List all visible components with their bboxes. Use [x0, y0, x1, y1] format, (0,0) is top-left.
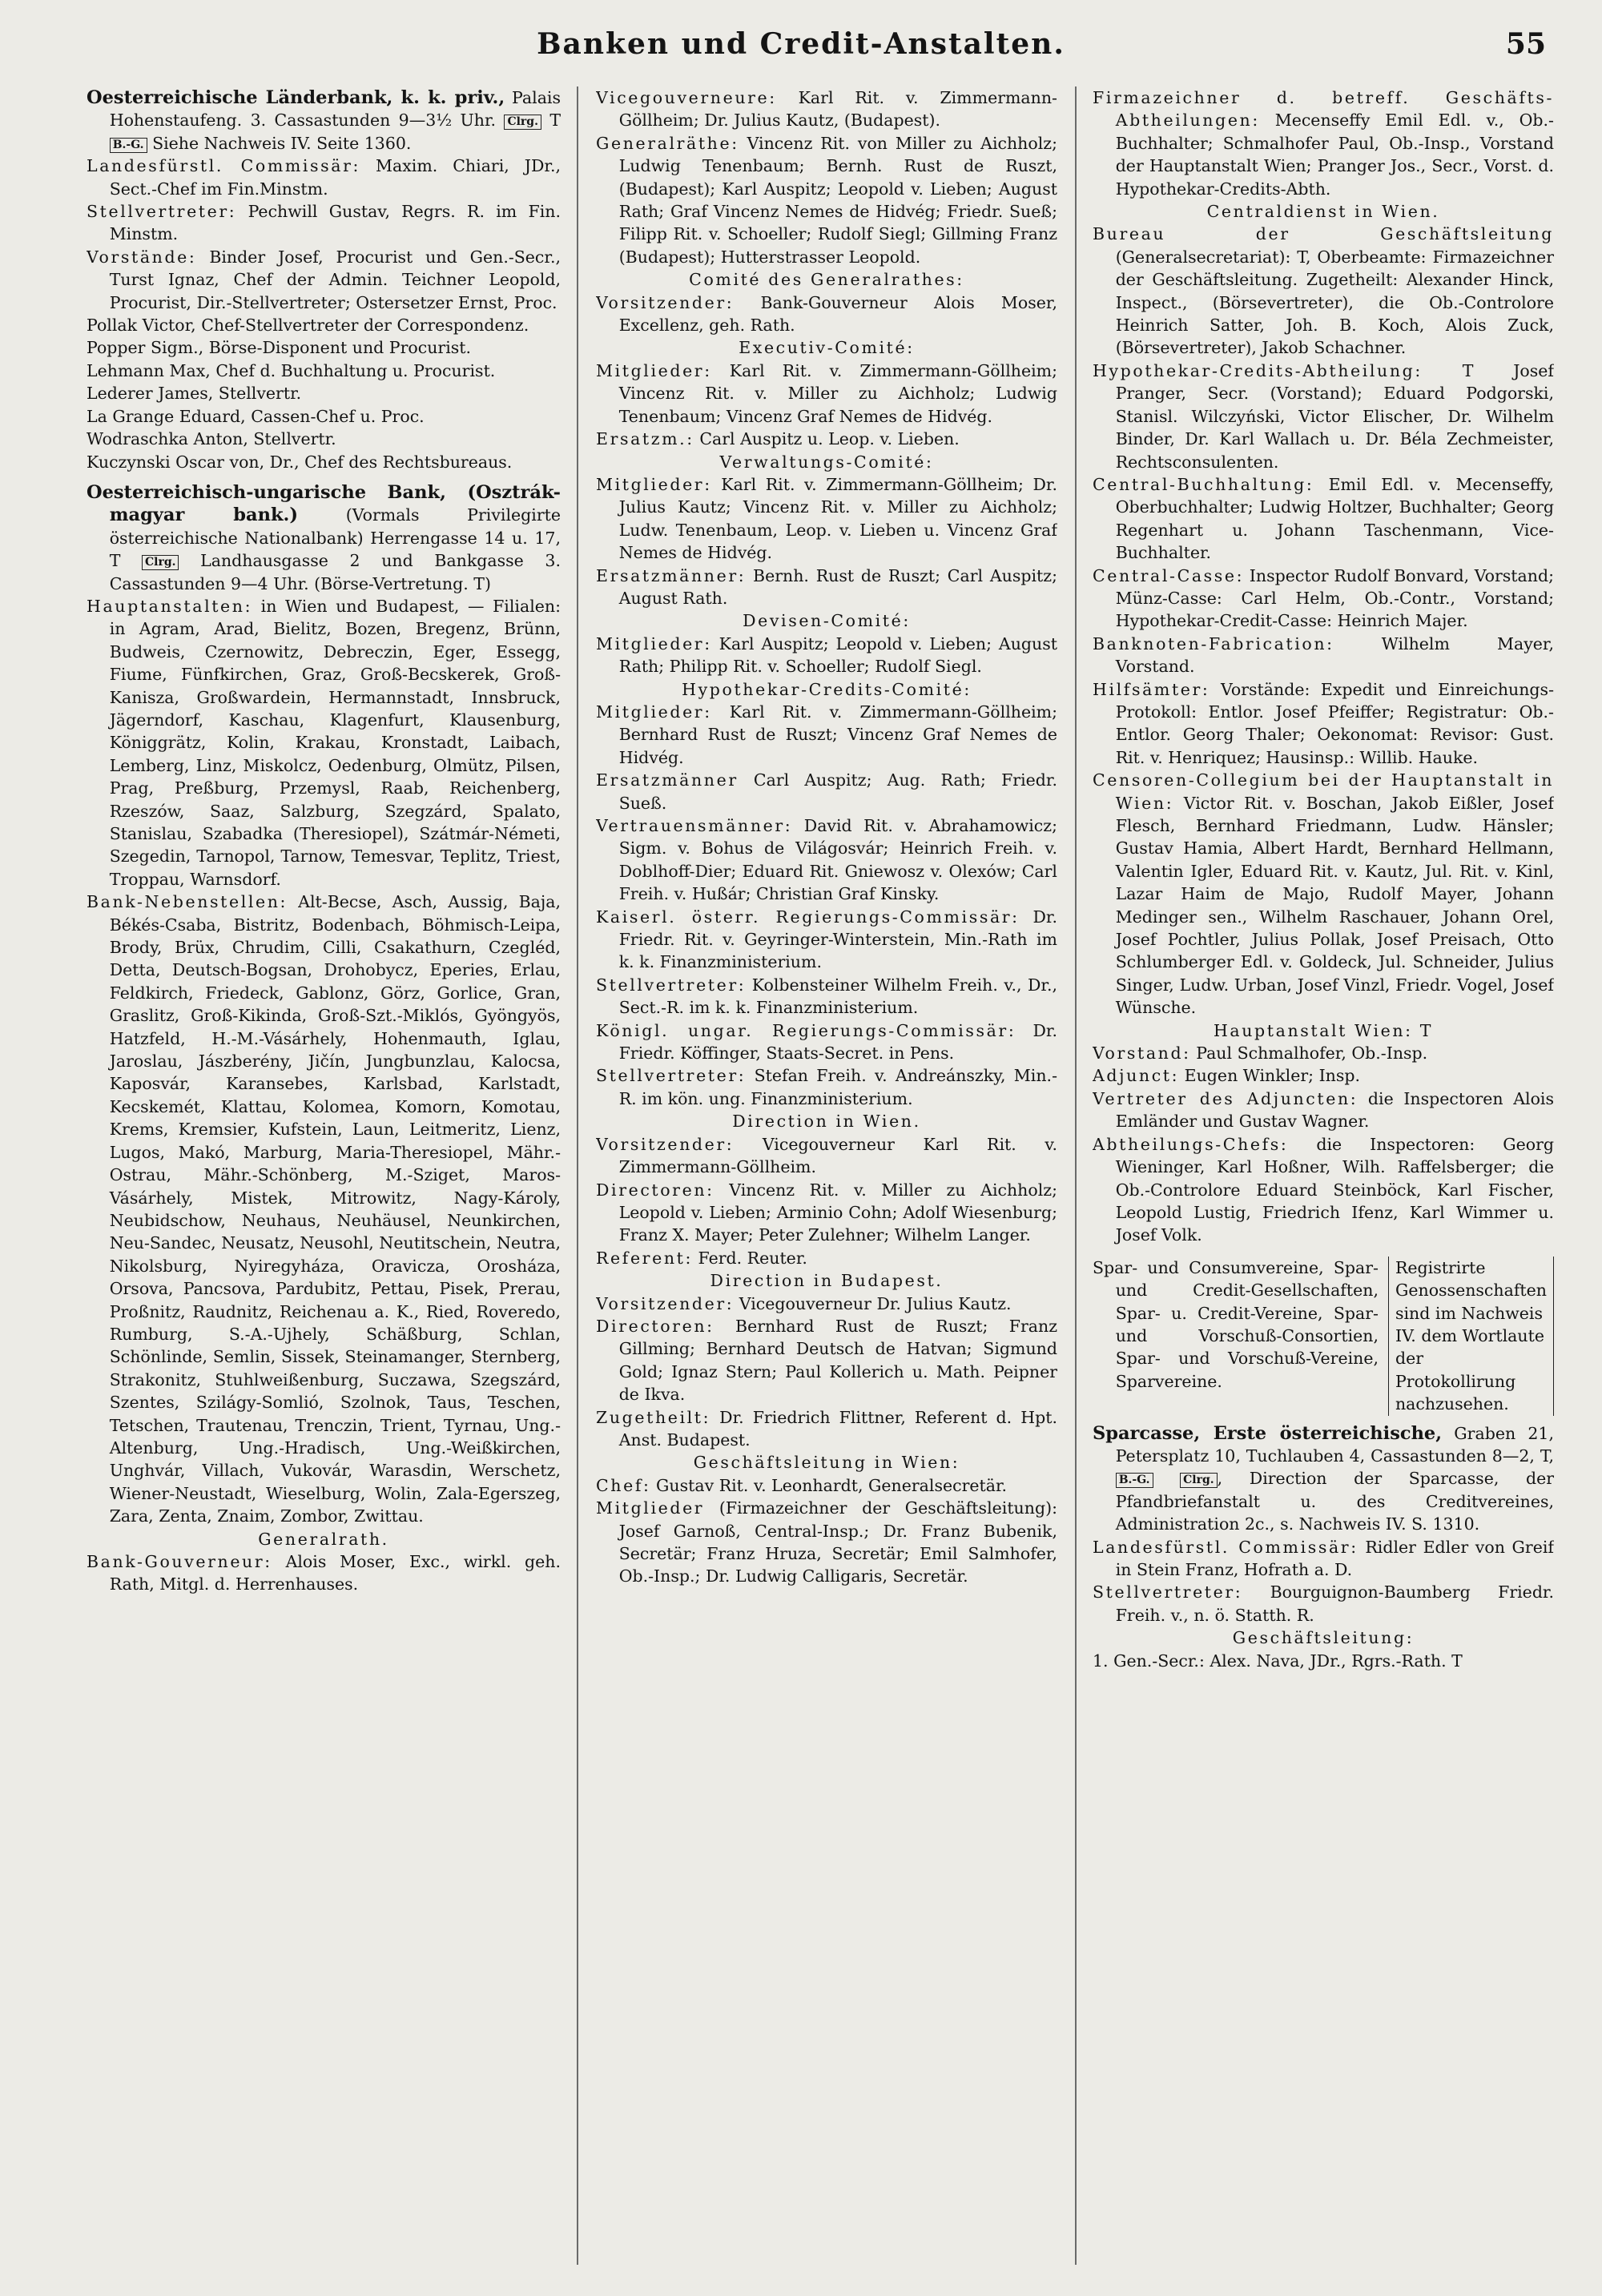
list-item [596, 633, 1057, 678]
item-label: Kaiserl. österr. Regierungs-Commissär: [596, 907, 1020, 927]
list-item [596, 1019, 1057, 1065]
page-number: 55 [1505, 27, 1546, 61]
list-item [87, 246, 561, 314]
list-item [596, 814, 1057, 906]
list-item [1093, 360, 1554, 473]
item-text: Pechwill Gustav, Regrs. R. im Fin. Minstm. [109, 202, 561, 244]
list-item [596, 86, 1057, 132]
section-heading: Direction in Wien. [732, 1112, 921, 1132]
list-item [1093, 678, 1554, 770]
list-item [1093, 769, 1554, 1019]
list-item [596, 1406, 1057, 1452]
item-label: Zugetheilt: [596, 1407, 711, 1427]
item-label: Ersatzm.: [596, 429, 694, 449]
item-text: Karl Auspitz; Leopold v. Lieben; August Rath; Philipp Rit. v. Schoeller; Rudolf Siegl. [618, 633, 1057, 677]
item-text: T Josef Pranger, Secr. (Vorstand); Eduard Podgorski, Stanisl. Wilczyński, Victor Elischer, Dr. Wilhelm Binder, Dr. Karl Wallach u. Dr. Béla Zechmeister, Rechtsconsulenten. [1115, 360, 1554, 472]
item-label: Stellvertreter: [596, 975, 747, 995]
item-text: David Rit. v. Abrahamowicz; Sigm. v. Bohus de Világosvár; Heinrich Freih. v. Doblhoff-Dier; Eduard Rit. Gniewosz v. Olexów; Carl Freih. v. Hußár; Christian Graf Kinsky. [618, 816, 1057, 904]
entry-sparcasse [1093, 1422, 1554, 1536]
item-label: Hauptanstalten: [87, 596, 253, 616]
item-text: Bourguignon-Baumberg Friedr. Freih. v., n. ö. Statth. R. [1115, 1582, 1554, 1625]
section-heading: Verwaltungs-Comité: [719, 452, 934, 472]
list-item [596, 360, 1057, 428]
item-label: Ersatzmänner [596, 770, 739, 790]
item-text: Vicegouverneur Karl Rit. v. Zimmermann-Göllheim. [618, 1134, 1057, 1177]
section-heading: Geschäftsleitung in Wien: [693, 1453, 960, 1473]
item-label: Generalräthe: [596, 133, 739, 153]
item-label: Mitglieder: [596, 360, 712, 380]
list-item [87, 891, 561, 1527]
list-item [596, 1133, 1057, 1179]
item-text: Inspector Rudolf Bonvard, Vorstand; Münz-Casse: Carl Helm, Ob.-Contr., Vorstand; Hypothekar-Credit-Casse: Heinrich Majer. [1115, 565, 1554, 631]
item-text: Dr. Friedr. Köffinger, Staats-Secret. in Pens. [618, 1020, 1057, 1064]
item-text: Maxim. Chiari, JDr., Sect.-Chef im Fin.Minstm. [109, 156, 561, 199]
section-heading: Direction in Budapest. [710, 1271, 944, 1291]
list-item: Wodraschka Anton, Stellvertr. [87, 429, 336, 449]
clearing-badge: Clrg. [142, 555, 179, 570]
item-label: Mitglieder [596, 1498, 705, 1518]
cross-reference-terms: Spar- und Consumvereine, Spar- und Credit-Gesellschaften, Spar- u. Credit-Vereine, Spar- und Vorschuß-Consortien, Spar- und Vorschuß-Vereine, Sparvereine. [1093, 1257, 1379, 1391]
clearing-badge: Clrg. [504, 115, 541, 130]
item-label: Mitglieder: [596, 702, 712, 722]
item-text: Carl Auspitz u. Leop. v. Lieben. [694, 429, 960, 449]
entry-text: Palais Hohenstaufeng. 3. Cassastunden 9—3½ Uhr. [109, 88, 561, 131]
item-label: Hypothekar-Credits-Abtheilung: [1093, 360, 1423, 380]
item-label: Vertrauensmänner: [596, 816, 793, 835]
item-label: Stellvertreter: [1093, 1582, 1243, 1602]
list-item [1093, 223, 1554, 359]
item-text: Dr. Friedr. Rit. v. Geyringer-Winterstein, Min.-Rath im k. k. Finanzministerium. [618, 907, 1057, 972]
list-item [596, 1497, 1057, 1588]
list-item [596, 906, 1057, 974]
item-text: Vincenz Rit. v. Miller zu Aichholz; Leopold v. Lieben; Arminio Cohn; Adolf Wiesenburg; Franz X. Mayer; Peter Zulehner; Wilhelm Langer. [618, 1180, 1057, 1245]
section-heading: Hypothekar-Credits-Comité: [682, 679, 972, 699]
item-label: Mitglieder: [596, 474, 712, 494]
list-item [596, 1293, 1057, 1315]
list-item [1093, 1581, 1554, 1627]
clearing-badge: Clrg. [1180, 1473, 1218, 1488]
list-item [596, 428, 1057, 450]
item-text: Vincenz Rit. von Miller zu Aichholz; Ludwig Tenenbaum; Bernh. Rust de Ruszt, (Budapest); Karl Auspitz; Leopold v. Lieben; August Rath; Graf Vincenz Nemes de Hidvég; Friedr. Sueß; Filipp Rit. v. Schoeller; Rudolf Siegl; Gillming Franz (Budapest); Hutterstrasser Leopold. [618, 133, 1057, 267]
item-label: Vicegouverneure: [596, 88, 777, 107]
item-text: Alt-Becse, Asch, Aussig, Baja, Békés-Csaba, Bistritz, Bodenbach, Böhmisch-Leipa, Brody, Brüx, Chrudim, Cilli, Csakathurn, Czegléd, Detta, Deutsch-Bogsan, Drohobycz, Eperies, Erlau, Feldkirch, Friedeck, Gablonz, Görz, Gorlice, Gran, Graslitz, Groß-Kikinda, Groß-Szt.-Miklós, Gyöngyös, Hatzfeld, H.-M.-Vásárhely, Hohenmauth, Iglau, Jaroslau, Jászberény, Jičín, Jungbunzlau, Kalocsa, Kaposvár, Karansebes, Karlsbad, Karlstadt, Kecskemét, Klattau, Kolomea, Komorn, Komotau, Krems, Kremsier, Kufstein, Laun, Leitmeritz, Lienz, Lugos, Makó, Marburg, Maria-Theresiopel, Mähr.-Ostrau, Mähr.-Schönberg, M.-Sziget, Maros-Vásárhely, Mistek, Mitrowitz, Nagy-Károly, Neubidschow, Neuhaus, Neuhäusel, Neunkirchen, Neu-Sandec, Neusatz, Neusohl, Neutitschein, Neutra, Nikolsburg, Nyiregyháza, Oravicza, Orosháza, Orsova, Pancsova, Pardubitz, Pettau, Pisek, Prerau, Proßnitz, Raudnitz, Reichenau a. K., Ried, Roveredo, Rumburg, S.-A.-Ujhely, Schäßburg, Schlan, Schönlinde, Semlin, Sissek, Steinamanger, Sternberg, Strakonitz, Stuhlweißenburg, Suczawa, Szegszárd, Szentes, Szilágy-Somlió, Szolnok, Taus, Teschen, Tetschen, Trautenau, Trenczin, Trient, Tyrnau, Ung.-Altenburg, Ung.-Hradisch, Ung.-Weißkirchen, Unghvár, Villach, Vukovár, Warasdin, Werschetz, Wiener-Neustadt, Wieselburg, Wolin, Zala-Egerszeg, Zara, Zenta, Znaim, Zombor, Zwittau. [109, 892, 561, 1526]
item-label: Central-Buchhaltung: [1093, 474, 1314, 494]
item-text: Kolbensteiner Wilhelm Freih. v., Dr., Sect.-R. im k. k. Finanzministerium. [618, 975, 1057, 1018]
item-label: Abtheilungs-Chefs: [1093, 1134, 1289, 1154]
list-item [1093, 1536, 1554, 1582]
list-item [87, 200, 561, 246]
entry-text: T [541, 111, 561, 131]
item-text: (Firmazeichner der Geschäftsleitung): Josef Garnoß, Central-Insp.; Dr. Franz Bubenik, Secretär; Franz Hruza, Secretär; Emil Salmhofer, Ob.-Insp.; Dr. Ludwig Calligaris, Secretär. [618, 1498, 1057, 1586]
item-label: Firmazeichner d. betreff. Geschäfts-Abtheilungen: [1093, 88, 1554, 131]
list-item [1093, 1064, 1554, 1087]
list-item [596, 1179, 1057, 1247]
list-item [596, 473, 1057, 565]
list-item: Lehmann Max, Chef d. Buchhaltung u. Procurist. [87, 360, 496, 380]
item-label: Bank-Gouverneur: [87, 1552, 272, 1571]
item-text: Paul Schmalhofer, Ob.-Insp. [1190, 1043, 1428, 1064]
item-text: Ridler Edler von Greif in Stein Franz, Hofrath a. D. [1115, 1537, 1554, 1579]
item-label: Referent: [596, 1248, 693, 1268]
entry-text: , Direction der Sparcasse, der Pfandbriefanstalt u. des Creditvereines, Administration 2c., s. Nachweis IV. S. 1310. [1115, 1469, 1554, 1534]
page-title: Banken und Credit-Anstalten. [537, 27, 1065, 61]
item-label: Directoren: [596, 1180, 714, 1200]
column-divider [1075, 86, 1077, 2265]
list-item [1093, 633, 1554, 678]
list-item [596, 565, 1057, 610]
item-text: Carl Auspitz; Aug. Rath; Friedr. Sueß. [618, 770, 1057, 813]
item-text: Emil Edl. v. Mecenseffy, Oberbuchhalter; Ludwig Holtzer, Buchhalter; Georg Regenhart u. Johann Taschenmann, Vice-Buchhalter. [1115, 474, 1554, 563]
item-text: Karl Rit. v. Zimmermann-Göllheim; Dr. Julius Kautz, (Budapest). [618, 88, 1057, 131]
item-label: Bank-Nebenstellen: [87, 892, 288, 912]
item-label: Stellvertreter: [87, 202, 237, 222]
entry-text: (Vormals Privilegirte österreichische Nationalbank) Herrengasse 14 u. 17, T [109, 505, 561, 571]
item-label: Bureau der Geschäftsleitung [1093, 224, 1554, 244]
section-heading: Executiv-Comité: [739, 338, 915, 358]
page-header [0, 22, 1602, 70]
list-item [1093, 1133, 1554, 1247]
section-heading: Comité des Generalrathes: [689, 270, 964, 290]
item-label: Vertreter des Adjuncten: [1093, 1088, 1358, 1108]
item-text: Bank-Gouverneur Alois Moser, Excellenz, geh. Rath. [618, 292, 1057, 336]
item-text: Vorstände: Expedit und Einreichungs-Protokoll: Entlor. Josef Pfeiffer; Registratur: Ob.-Entlor. Georg Thaler; Oekonomat: Revisor: Gust. Rit. v. Henriquez; Hausinsp.: Willib. Hauke. [1115, 679, 1554, 767]
item-text: Vicegouverneur Dr. Julius Kautz. [734, 1293, 1012, 1313]
section-heading: Geschäftsleitung: [1232, 1628, 1415, 1648]
item-text: Wilhelm Mayer, Vorstand. [1115, 633, 1554, 677]
item-label: Ersatzmänner: [596, 565, 747, 585]
list-item [596, 1474, 1057, 1497]
item-label: Vorstände: [87, 247, 197, 267]
cross-reference-note: Registrirte Genossenschaften sind im Nachweis IV. dem Wortlaute der Protokollirung nachzusehen. [1388, 1257, 1554, 1416]
section-heading: Centraldienst in Wien. [1206, 202, 1440, 222]
list-item [596, 132, 1057, 268]
list-item [596, 769, 1057, 814]
section-heading: Devisen-Comité: [743, 611, 911, 631]
bg-badge: B.-G. [110, 138, 147, 153]
list-item: Lederer James, Stellvertr. [87, 384, 302, 404]
list-item [87, 155, 561, 200]
item-text: Mecenseffy Emil Edl. v., Ob.-Buchhalter; Schmalhofer Paul, Ob.-Insp., Vorstand der Hauptanstalt Wien; Pranger Jos., Secr., Vorst. d. Hypothekar-Credits-Abth. [1115, 111, 1554, 199]
list-item [1093, 1042, 1554, 1064]
column-3 [1093, 86, 1554, 2281]
list-item: La Grange Eduard, Cassen-Chef u. Proc. [87, 406, 425, 426]
list-item [596, 1315, 1057, 1406]
item-label: Vorsitzender: [596, 1134, 735, 1154]
item-label: Censoren-Collegium bei der Hauptanstalt in Wien: [1093, 770, 1554, 813]
item-label: Hilfsämter: [1093, 679, 1210, 699]
entry-heading: Sparcasse, Erste österreichische, [1093, 1422, 1443, 1444]
item-text: Dr. Friedrich Flittner, Referent d. Hpt. Anst. Budapest. [618, 1407, 1057, 1450]
entry-heading: Oesterreichische Länderbank, k. k. priv., [87, 87, 505, 108]
list-item [1093, 565, 1554, 633]
list-item [87, 595, 561, 891]
item-text: die Inspectoren: Georg Wieninger, Karl Hoßner, Wilh. Raffelsberger; die Ob.-Controlore Eduard Steinböck, Karl Fischer, Leopold Lustig, Friedrich Ifenz, Karl Wimmer u. Josef Volk. [1115, 1134, 1554, 1245]
item-label: Mitglieder: [596, 633, 712, 653]
entry-heading: Oesterreichisch-ungarische Bank, (Osztrák-magyar bank.) [87, 481, 561, 526]
item-label: Landesfürstl. Commissär: [87, 156, 361, 176]
item-label: Directoren: [596, 1316, 714, 1336]
list-item [1093, 473, 1554, 565]
list-item: Kuczynski Oscar von, Dr., Chef des Rechtsbureaus. [87, 452, 513, 472]
item-label: Banknoten-Fabrication: [1093, 633, 1334, 653]
list-item: Popper Sigm., Börse-Disponent und Procurist. [87, 338, 472, 358]
list-item [596, 1064, 1057, 1110]
item-label: Adjunct: [1093, 1066, 1180, 1086]
list-item [596, 292, 1057, 337]
bg-badge: B.-G. [1116, 1473, 1153, 1488]
item-text: Stefan Freih. v. Andreánszky, Min.-R. im kön. ung. Finanzministerium. [618, 1066, 1057, 1108]
entry-text: Siehe Nachweis IV. Seite 1360. [147, 133, 412, 153]
item-text: Karl Rit. v. Zimmermann-Göllheim; Dr. Julius Kautz; Vincenz Rit. v. Miller zu Aichholz; Ludw. Tenenbaum, Leop. v. Lieben u. Vincenz Graf Nemes de Hidvég. [618, 474, 1057, 563]
list-item [1093, 86, 1554, 200]
list-item: 1. Gen.-Secr.: Alex. Nava, JDr., Rgrs.-Rath. T [1093, 1651, 1463, 1671]
item-text: (Generalsecretariat): T, Oberbeamte: Firmazeichner der Geschäftsleitung. Zugetheilt: Alexander Hinck, Inspect., (Börsevertreter), die Ob.-Controlore Heinrich Satter, Joh. B. Koch, Alois Zuck, (Börsevertreter), Jakob Schachner. [1115, 247, 1554, 358]
item-label: Landesfürstl. Commissär: [1093, 1537, 1358, 1557]
item-text: Karl Rit. v. Zimmermann-Göllheim; Vincenz Rit. v. Miller zu Aichholz; Ludwig Tenenbaum; Vincenz Graf Nemes de Hidvég. [618, 360, 1057, 426]
item-text: Binder Josef, Procurist und Gen.-Secr., Turst Ignaz, Chef der Admin. Teichner Leopold, Procurist, Dir.-Stellvertreter; Ostersetzer Ernst, Proc. [109, 247, 561, 312]
section-heading: Hauptanstalt Wien: T [1213, 1020, 1434, 1040]
entry-text: Landhausgasse 2 und Bankgasse 3. Cassastunden 9—4 Uhr. (Börse-Vertretung. T) [109, 551, 561, 593]
item-text: Victor Rit. v. Boschan, Jakob Eißler, Josef Flesch, Bernhard Friedmann, Ludw. Hänsler; Gustav Hamia, Albert Hardt, Bernhard Hellmann, Valentin Igler, Eduard Rit. v. Kautz, Jul. Rit. v. Kinl, Lazar Haim de Majo, Rudolf Mayer, Johann Medinger sen., Wilhelm Raschauer, Johann Orel, Josef Pochtler, Julius Pollak, Josef Preisach, Otto Schlumberger Edl. v. Goldeck, Jul. Schneider, Julius Singer, Ludw. Urban, Josef Vinzl, Friedr. Vogel, Josef Wünsche. [1115, 793, 1554, 1018]
item-label: Vorsitzender: [596, 292, 735, 312]
column-2 [596, 86, 1057, 2281]
list-item [87, 1550, 561, 1596]
item-text: Bernhard Rust de Ruszt; Franz Gillming; Bernhard Deutsch de Hatvan; Sigmund Gold; Ignaz Stern; Paul Kollerich u. Math. Peipner de Ikva. [618, 1316, 1057, 1405]
entry-oesterr-ungar-bank [87, 481, 561, 595]
list-item [1093, 1088, 1554, 1133]
item-text: in Wien und Budapest, — Filialen: in Agram, Arad, Bielitz, Bozen, Bregenz, Brünn, Budweis, Czernowitz, Debreczin, Eger, Essegg, Fiume, Fünfkirchen, Graz, Groß-Becskerek, Groß-Kanisza, Großwardein, Hermannstadt, Innsbruck, Jägerndorf, Kaschau, Klagenfurt, Klausenburg, Königgrätz, Kolin, Krakau, Kronstadt, Laibach, Lemberg, Linz, Miskolcz, Oedenburg, Olmütz, Pilsen, Prag, Preßburg, Przemysl, Raab, Reichenberg, Rzeszów, Saaz, Salzburg, Szegzárd, Spalato, Stanislau, Szabadka (Theresiopel), Szátmár-Németi, Szegedin, Tarnopol, Tarnow, Temesvar, Teplitz, Triest, Troppau, Warnsdorf. [109, 596, 561, 889]
item-label: Central-Casse: [1093, 565, 1245, 585]
item-text: Eugen Winkler; Insp. [1179, 1066, 1361, 1086]
item-label: Stellvertreter: [596, 1066, 747, 1086]
item-label: Chef: [596, 1475, 651, 1495]
item-label: Königl. ungar. Regierungs-Commissär: [596, 1020, 1016, 1040]
cross-reference-block [1093, 1257, 1554, 1416]
list-item: Pollak Victor, Chef-Stellvertreter der Correspondenz. [87, 316, 529, 336]
item-text: Alois Moser, Exc., wirkl. geh. Rath, Mitgl. d. Herrenhauses. [109, 1552, 561, 1594]
item-text: die Inspectoren Alois Emländer und Gustav Wagner. [1115, 1088, 1554, 1132]
item-text: Bernh. Rust de Ruszt; Carl Auspitz; August Rath. [618, 565, 1057, 608]
item-label: Vorstand: [1093, 1043, 1191, 1064]
item-text: Gustav Rit. v. Leonhardt, Generalsecretär. [650, 1475, 1008, 1495]
list-item [596, 974, 1057, 1019]
list-item [596, 701, 1057, 769]
list-item [596, 1247, 1057, 1269]
entry-laenderbank [87, 86, 561, 155]
entry-text: Graben 21, Petersplatz 10, Tuchlauben 4, Cassastunden 8—2, T, [1115, 1423, 1554, 1466]
column-divider [577, 86, 578, 2265]
section-heading: Generalrath. [258, 1529, 389, 1549]
item-text: Karl Rit. v. Zimmermann-Göllheim; Bernhard Rust de Ruszt; Vincenz Graf Nemes de Hidvég. [618, 702, 1057, 767]
item-label: Vorsitzender: [596, 1293, 735, 1313]
item-text: Ferd. Reuter. [692, 1248, 807, 1268]
column-1 [87, 86, 561, 2281]
